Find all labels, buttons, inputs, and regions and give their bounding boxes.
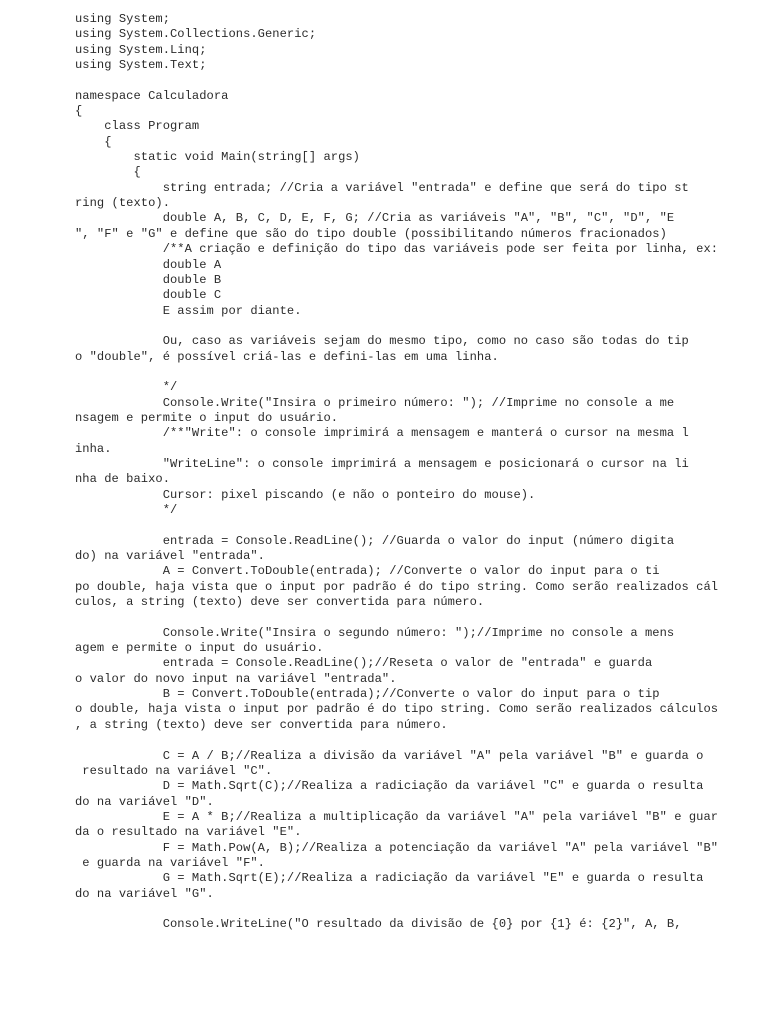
code-line: namespace Calculadora — [75, 88, 229, 103]
code-line: do na variável "G". — [75, 886, 214, 901]
code-line: double C — [75, 288, 222, 303]
code-line: po double, haja vista que o input por padrão é do tipo string. Como serão realizados cál — [75, 579, 719, 594]
code-line: nha de baixo. — [75, 472, 170, 487]
code-line: "WriteLine": o console imprimirá a mensagem e posicionará o cursor na li — [75, 456, 689, 471]
code-line: D = Math.Sqrt(C);//Realiza a radiciação da variável "C" e guarda o resulta — [75, 779, 704, 794]
code-line: agem e permite o input do usuário. — [75, 641, 324, 656]
code-line: o "double", é possível criá-las e defini-las em uma linha. — [75, 349, 499, 364]
code-line: string entrada; //Cria a variável "entrada" e define que será do tipo st — [75, 180, 689, 195]
code-line: ", "F" e "G" e define que são do tipo double (possibilitando números fracionados) — [75, 226, 667, 241]
code-line: resultado na variável "C". — [75, 763, 273, 778]
code-line: /**"Write": o console imprimirá a mensagem e manterá o cursor na mesma l — [75, 426, 689, 441]
code-line: static void Main(string[] args) — [75, 150, 360, 165]
code-line: o valor do novo input na variável "entrada". — [75, 671, 397, 686]
code-line: A = Convert.ToDouble(entrada); //Converte o valor do input para o ti — [75, 564, 660, 579]
code-line: double A, B, C, D, E, F, G; //Cria as variáveis "A", "B", "C", "D", "E — [75, 211, 675, 226]
code-line: C = A / B;//Realiza a divisão da variável "A" pela variável "B" e guarda o — [75, 748, 704, 763]
code-line: E = A * B;//Realiza a multiplicação da variável "A" pela variável "B" e guar — [75, 809, 719, 824]
code-line: da o resultado na variável "E". — [75, 825, 302, 840]
code-line: E assim por diante. — [75, 303, 302, 318]
code-line: , a string (texto) deve ser convertida para número. — [75, 717, 448, 732]
code-line: entrada = Console.ReadLine();//Reseta o valor de "entrada" e guarda — [75, 656, 653, 671]
code-line: culos, a string (texto) deve ser convertida para número. — [75, 595, 485, 610]
code-line: class Program — [75, 119, 200, 134]
code-line: using System; — [75, 12, 170, 26]
code-line — [75, 902, 755, 917]
code-line: using System.Linq; — [75, 42, 207, 57]
code-line: double B — [75, 272, 222, 287]
code-line: Console.Write("Insira o primeiro número: "); //Imprime no console a me — [75, 395, 675, 410]
code-line: /**A criação e definição do tipo das variáveis pode ser feita por linha, ex: — [75, 242, 719, 257]
code-line: { — [75, 134, 112, 149]
code-line: Console.Write("Insira o segundo número: ");//Imprime no console a mens — [75, 625, 675, 640]
code-line: */ — [75, 503, 178, 517]
code-line: { — [75, 165, 141, 180]
code-line: using System.Collections.Generic; — [75, 27, 317, 42]
code-line: nsagem e permite o input do usuário. — [75, 410, 339, 425]
code-line — [75, 733, 755, 748]
code-line: do na variável "D". — [75, 794, 214, 809]
code-line: using System.Text; — [75, 58, 207, 73]
code-line — [75, 365, 755, 380]
code-line: do) na variável "entrada". — [75, 549, 265, 564]
code-line: G = Math.Sqrt(E);//Realiza a radiciação da variável "E" e guarda o resulta — [75, 871, 704, 886]
code-line: double A — [75, 257, 222, 272]
code-line — [75, 73, 755, 88]
code-line — [75, 319, 755, 334]
code-line: ring (texto). — [75, 196, 170, 211]
code-listing — [75, 12, 755, 933]
code-line: Ou, caso as variáveis sejam do mesmo tipo, como no caso são todas do tip — [75, 334, 689, 349]
code-line: entrada = Console.ReadLine(); //Guarda o valor do input (número digita — [75, 533, 675, 548]
code-line: o double, haja vista o input por padrão é do tipo string. Como serão realizados cálculos — [75, 702, 719, 717]
code-line: Console.WriteLine("O resultado da divisão de {0} por {1} é: {2}", A, B, — [75, 917, 682, 932]
code-line: inha. — [75, 441, 112, 456]
code-line: F = Math.Pow(A, B);//Realiza a potenciação da variável "A" pela variável "B" — [75, 840, 719, 855]
code-line: Cursor: pixel piscando (e não o ponteiro do mouse). — [75, 487, 536, 502]
code-line: */ — [75, 380, 178, 395]
code-line: e guarda na variável "F". — [75, 855, 265, 870]
code-line — [75, 518, 755, 533]
code-line — [75, 610, 755, 625]
code-line: B = Convert.ToDouble(entrada);//Converte o valor do input para o tip — [75, 687, 660, 702]
code-line: { — [75, 104, 83, 119]
